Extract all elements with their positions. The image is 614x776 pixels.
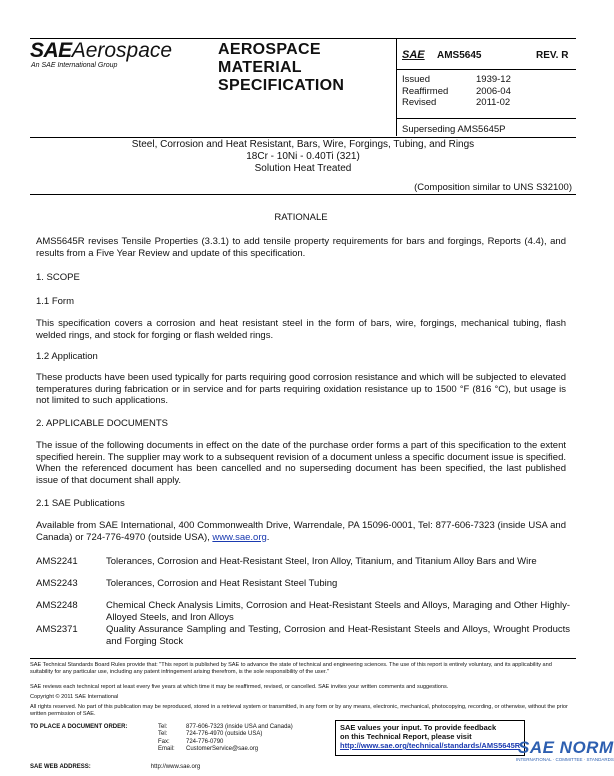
- sae-norm-watermark-sub: INTERNATIONAL · COMMITTEE · STANDARDS: [516, 757, 614, 762]
- sae-publications-heading: 2.1 SAE Publications: [36, 498, 125, 509]
- form-text: This specification covers a corrosion and heat resistant steel in the form of bars, wire, forgings, mechanical tubing, flash welded rings, and stock for forging or flash welded rings.: [36, 318, 566, 341]
- rationale-text: AMS5645R revises Tensile Properties (3.3.1) to add tensile property requirements for bars and forgings, Reports (4.4), and results from a Five Year Review and update of this specification.: [36, 236, 566, 259]
- logo-subtitle: An SAE International Group: [31, 62, 118, 69]
- reference-row: AMS2371 Quality Assurance Sampling and Testing, Corrosion and Heat-Resistant Steels and Alloys, Wrought Products and Forging Stock: [36, 624, 570, 647]
- reference-row: AMS2243 Tolerances, Corrosion and Heat Resistant Steel Tubing: [36, 578, 338, 589]
- superseding: Superseding AMS5645P: [402, 124, 506, 135]
- sae-mark: SAE: [402, 49, 425, 61]
- reference-row: AMS2248 Chemical Check Analysis Limits, Corrosion and Heat-Resistant Steels and Alloys, Maraging and Other Highly-Alloyed Steels, and Iron Alloys: [36, 600, 570, 623]
- sae-website-link[interactable]: www.sae.org: [212, 531, 267, 543]
- revision: REV. R: [536, 50, 569, 61]
- application-text: These products have been used typically for parts requiring good corrosion resistance and which will be subjected to elevated temperatures during fabrication or in service and for parts requiring oxidation resistance up to 1500 °F (816 °C), but usage is not limited to such applications.: [36, 372, 566, 407]
- sae-aerospace-logo: SAEAerospace: [30, 39, 173, 62]
- reference-row: AMS2241 Tolerances, Corrosion and Heat-Resistant Steel, Iron Alloy, Titanium, and Titanium Alloy Bars and Wire: [36, 556, 537, 567]
- ams-number: AMS5645: [437, 50, 482, 61]
- application-heading: 1.2 Application: [36, 351, 98, 362]
- header-divider: [396, 38, 397, 136]
- composition-note: (Composition similar to UNS S32100): [414, 182, 572, 193]
- sae-web-address: SAE WEB ADDRESS: http://www.sae.org: [30, 764, 201, 770]
- sae-web-link[interactable]: http://www.sae.org: [150, 764, 201, 770]
- title-rule: [30, 194, 576, 195]
- feedback-box: SAE values your input. To provide feedback on this Technical Report, please visit http://www.sae.org/technical/standards/AMS5645R: [335, 720, 525, 756]
- feedback-link[interactable]: http://www.sae.org/technical/standards/AMS5645R: [340, 741, 521, 750]
- footer-rules-notice: SAE Technical Standards Board Rules provide that: "This report is published by SAE to advance the state of technical and engineering sciences. The use of this report is entirely voluntary, and its applicability and suitability for any particular use, including any patent infringement arising therefrom, is the sole responsibility of the user.": [30, 662, 552, 675]
- header-divider-h1: [396, 69, 576, 70]
- footer-rule: [30, 658, 576, 659]
- spec-title: Steel, Corrosion and Heat Resistant, Bars, Wire, Forgings, Tubing, and Rings 18Cr - 10Ni - 0.40Ti (321) Solution Heat Treated: [131, 139, 475, 174]
- applicable-documents-text: The issue of the following documents in effect on the date of the purchase order forms a part of this specification to the extent specified herein. The supplier may work to a subsequent revision of a document unless a specific document issue is specified. When the referenced document has been cancelled and no superseding document has been specified, the last published issue of that document shall apply.: [36, 440, 566, 486]
- rationale-heading: RATIONALE: [274, 212, 328, 223]
- footer-review-notice: SAE reviews each technical report at least every five years at which time it may be reaffirmed, revised, or cancelled. SAE invites your written comments and suggestions.: [30, 684, 449, 690]
- footer-rights: All rights reserved. No part of this publication may be reproduced, stored in a retrieval system or transmitted, in any form or by any means, electronic, mechanical, photocopying, recording, or otherwise, without the prior written permission of SAE.: [30, 704, 568, 717]
- customer-service-email[interactable]: CustomerService@sae.org: [186, 745, 259, 752]
- sae-publications-text: Available from SAE International, 400 Commonwealth Drive, Warrendale, PA 15096-0001, Tel: 877-606-7323 (inside USA and Canada) or 724-776-4970 (outside USA), www.sae.org.: [36, 520, 566, 543]
- form-heading: 1.1 Form: [36, 296, 75, 307]
- issue-dates: Issued 1939-12 Reaffirmed 2006-04 Revised 2011-02: [402, 74, 511, 108]
- footer-copyright: Copyright © 2011 SAE International: [30, 694, 119, 700]
- document-type-title: AEROSPACE MATERIAL SPECIFICATION: [218, 41, 345, 94]
- scope-heading: 1. SCOPE: [36, 272, 80, 283]
- sae-norm-watermark: SAE NORM: [518, 738, 614, 757]
- header-divider-h2: [396, 118, 576, 119]
- applicable-documents-heading: 2. APPLICABLE DOCUMENTS: [36, 418, 168, 429]
- order-contact: TO PLACE A DOCUMENT ORDER: Tel: 877-606-7323 (inside USA and Canada) Tel: 724-776-4970 (outside USA) Fax: 724-776-0790 Email: CustomerService@sae.org: [30, 724, 293, 752]
